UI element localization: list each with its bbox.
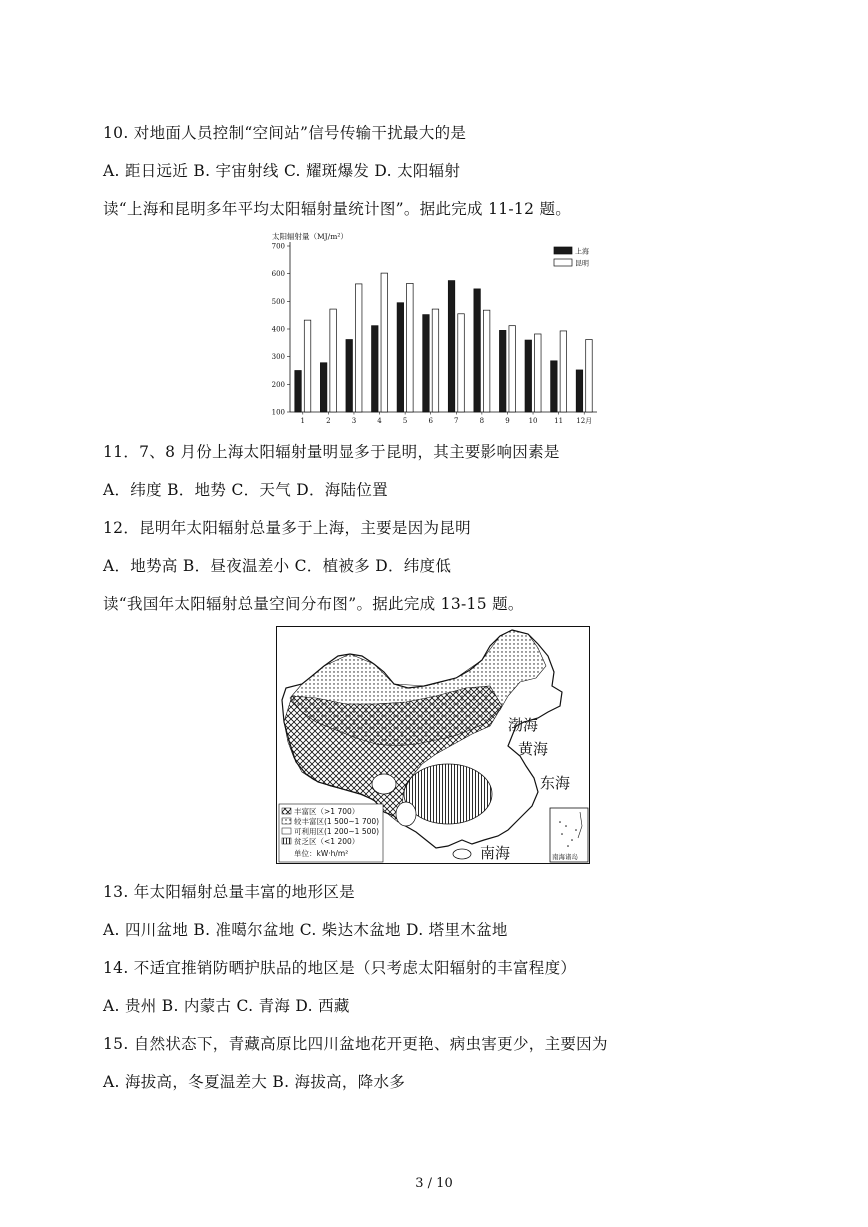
legend-swatch-kunming bbox=[554, 259, 572, 266]
bar-shanghai bbox=[295, 371, 302, 413]
bar-kunming bbox=[381, 273, 388, 412]
china-radiation-map bbox=[276, 626, 590, 864]
q10-options: A. 距日远近 B. 宇宙射线 C. 耀斑爆发 D. 太阳辐射 bbox=[103, 162, 461, 180]
legend-usable: 可利用区(1 200~1 500) bbox=[294, 827, 380, 836]
map-legend bbox=[279, 804, 383, 862]
bar-kunming bbox=[560, 331, 567, 412]
legend-very-rich: 丰富区（>1 700） bbox=[294, 807, 360, 816]
q14-options: A. 贵州 B. 内蒙古 C. 青海 D. 西藏 bbox=[103, 997, 350, 1015]
label-nanhai: 南海 bbox=[480, 844, 511, 862]
q14-stem: 14. 不适宜推销防晒护肤品的地区是（只考虑太阳辐射的丰富程度） bbox=[103, 959, 577, 977]
label-donghai: 东海 bbox=[540, 774, 571, 792]
label-bohai: 渤海 bbox=[508, 716, 539, 734]
q13-options: A. 四川盆地 B. 准噶尔盆地 C. 柴达木盆地 D. 塔里木盆地 bbox=[103, 921, 508, 939]
zone-poor bbox=[404, 764, 492, 824]
chart-xtick-label: 7 bbox=[454, 417, 459, 425]
bar-shanghai bbox=[525, 340, 532, 412]
hainan-island bbox=[453, 849, 471, 859]
bar-shanghai bbox=[448, 281, 455, 412]
chart-xtick-label: 3 bbox=[351, 417, 357, 425]
intro-map: 读“我国年太阳辐射总量空间分布图”。据此完成 13-15 题。 bbox=[103, 595, 524, 613]
bar-kunming bbox=[432, 309, 439, 412]
chart-xtick-label: 9 bbox=[505, 417, 510, 425]
bar-kunming bbox=[535, 334, 542, 412]
bar-kunming bbox=[304, 320, 311, 412]
legend-unit: 单位：kW·h/m² bbox=[294, 849, 349, 858]
chart-xtick-label: 4 bbox=[377, 417, 382, 425]
q15-options: A. 海拔高，冬夏温差大 B. 海拔高，降水多 bbox=[103, 1073, 406, 1091]
q11-options: A．纬度 B．地势 C．天气 D．海陆位置 bbox=[103, 481, 388, 499]
bar-shanghai bbox=[372, 326, 379, 412]
chart-xtick-label: 1 bbox=[300, 417, 306, 425]
bar-shanghai bbox=[346, 340, 353, 412]
legend-label-kunming: 昆明 bbox=[575, 259, 589, 268]
label-huanghai: 黄海 bbox=[518, 740, 549, 758]
chart-ytick-label: 600 bbox=[271, 270, 285, 279]
chart-ylabel: 太阳辐射量（MJ/m²） bbox=[272, 232, 348, 241]
chart-ytick-label: 100 bbox=[271, 408, 285, 417]
chart-xtick-label: 10 bbox=[528, 417, 538, 425]
chart-svg bbox=[262, 228, 607, 428]
bar-kunming bbox=[458, 314, 465, 412]
bar-shanghai bbox=[551, 361, 558, 412]
page-number: 3 / 10 bbox=[415, 1176, 453, 1191]
map-svg bbox=[276, 626, 590, 864]
q11-stem: 11．7、8 月份上海太阳辐射量明显多于昆明，其主要影响因素是 bbox=[103, 443, 560, 461]
bar-shanghai bbox=[474, 289, 481, 412]
radiation-bar-chart bbox=[262, 228, 607, 428]
bar-kunming bbox=[483, 310, 490, 412]
chart-xtick-label: 12月 bbox=[576, 417, 593, 425]
legend-swatch-shanghai bbox=[554, 247, 572, 254]
chart-xtick-label: 5 bbox=[402, 417, 408, 425]
intro-chart: 读“上海和昆明多年平均太阳辐射量统计图”。据此完成 11-12 题。 bbox=[103, 200, 572, 218]
chart-ytick-label: 700 bbox=[271, 242, 285, 251]
bar-shanghai bbox=[320, 363, 327, 412]
q15-stem: 15. 自然状态下，青藏高原比四川盆地花开更艳、病虫害更少，主要因为 bbox=[103, 1035, 608, 1053]
bar-kunming bbox=[355, 284, 362, 412]
bar-shanghai bbox=[423, 315, 430, 412]
bar-shanghai bbox=[397, 303, 404, 412]
bar-kunming bbox=[509, 326, 516, 412]
q13-stem: 13. 年太阳辐射总量丰富的地形区是 bbox=[103, 883, 355, 901]
q12-stem: 12．昆明年太阳辐射总量多于上海，主要是因为昆明 bbox=[103, 519, 471, 537]
q12-options: A．地势高 B．昼夜温差小 C．植被多 D．纬度低 bbox=[103, 557, 452, 575]
chart-xtick-label: 6 bbox=[428, 417, 433, 425]
chart-ytick-label: 400 bbox=[271, 325, 285, 334]
inset-label: 南海诸岛 bbox=[552, 853, 578, 861]
chart-xtick-label: 8 bbox=[479, 417, 485, 425]
chart-xtick-label: 11 bbox=[554, 417, 564, 425]
bar-shanghai bbox=[499, 330, 506, 412]
bar-kunming bbox=[407, 283, 414, 412]
chart-ytick-label: 300 bbox=[271, 353, 285, 362]
q10-stem: 10. 对地面人员控制“空间站”信号传输干扰最大的是 bbox=[103, 124, 467, 142]
chart-ytick-label: 200 bbox=[271, 380, 285, 389]
bar-shanghai bbox=[576, 370, 583, 412]
bar-kunming bbox=[586, 340, 593, 412]
chart-xtick-label: 2 bbox=[326, 417, 331, 425]
legend-poor: 贫乏区（<1 200） bbox=[294, 837, 360, 846]
bar-kunming bbox=[330, 309, 337, 412]
legend-rich: 较丰富区(1 500~1 700) bbox=[294, 817, 380, 826]
legend-label-shanghai: 上海 bbox=[575, 247, 589, 256]
chart-ytick-label: 500 bbox=[271, 297, 285, 306]
